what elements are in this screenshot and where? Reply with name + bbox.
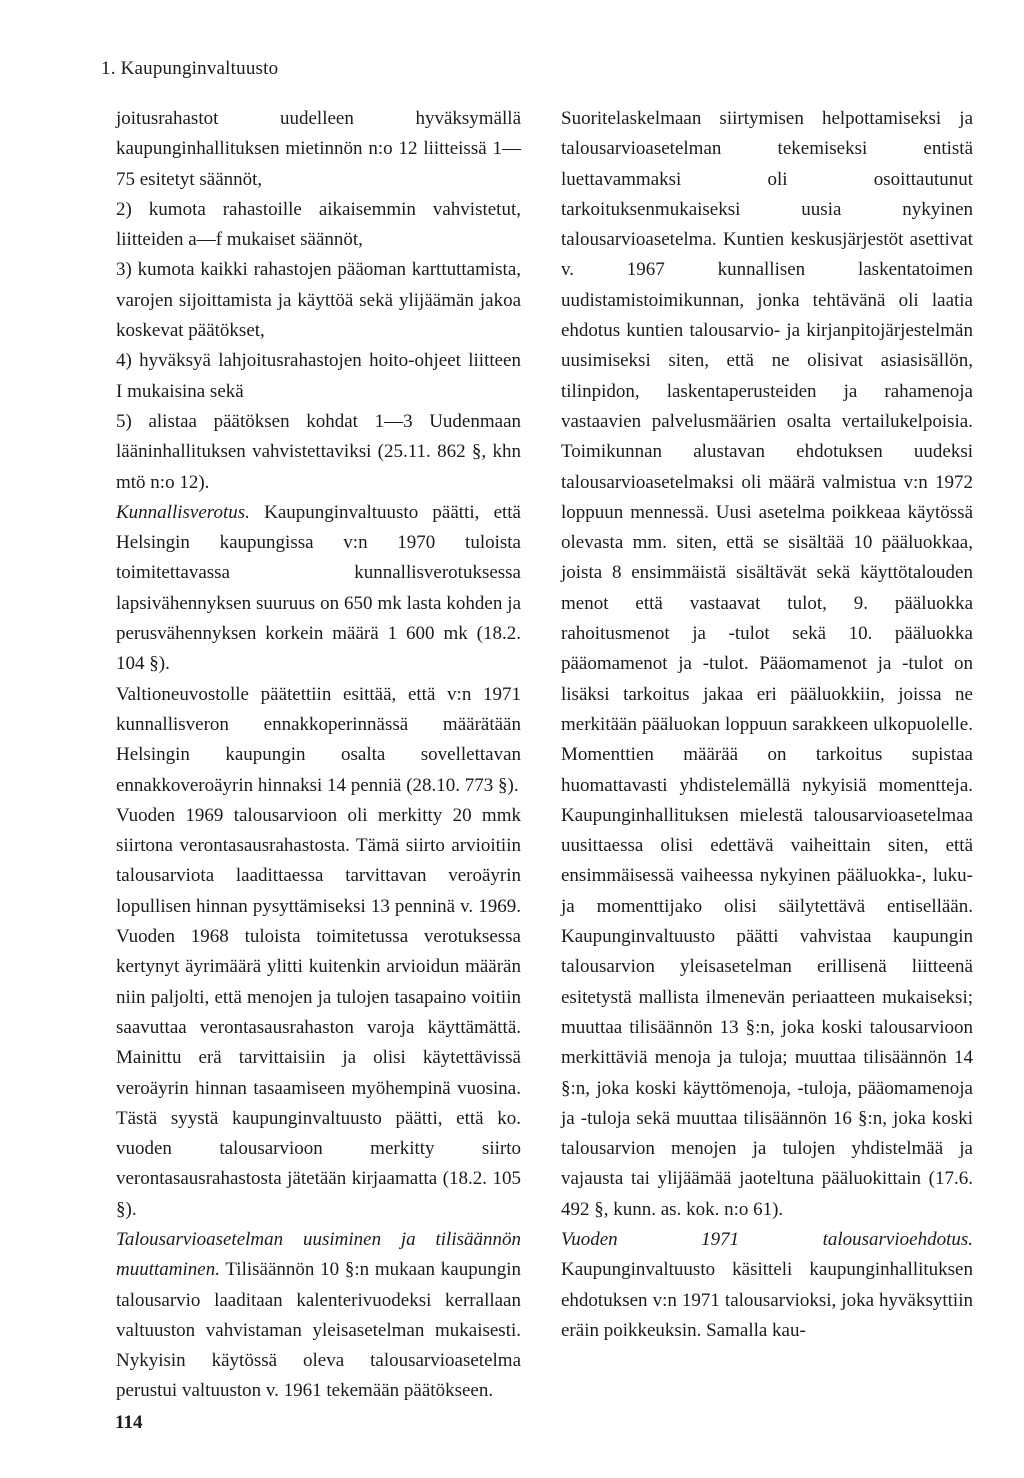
- paragraph: [116, 1225, 521, 1407]
- section-heading: Vuoden 1971 talousarvioehdotus.: [561, 1228, 973, 1250]
- paragraph-text: Kaupunginvaltuusto päätti, että Helsingin kaupungissa v:n 1970 tuloista toimitettavassa kunnallisverotuksessa lapsivähennyksen suuruus on 650 mk lasta kohden ja perusvähennyksen korkein määrä 1 600 mk (18.2. 104 §).: [116, 501, 521, 675]
- paragraph: 5) alistaa päätöksen kohdat 1—3 Uudenmaan lääninhallituksen vahvistettaviksi (25.11. 862 §, khn mtö n:o 12).: [116, 410, 521, 493]
- left-column: [116, 104, 521, 1407]
- paragraph: Valtioneuvostolle päätettiin esittää, että v:n 1971 kunnallisveron ennakkoperinnässä määrätään Helsingin kaupungin osalta sovellettavan ennakkoveroäyrin hinnaksi 14 penniä (28.10. 773 §).: [116, 683, 521, 796]
- paragraph: Vuoden 1969 talousarvioon oli merkitty 20 mmk siirtona verontasausrahastosta. Tämä siirto arvioitiin talousarviota laadittaessa tarvittavan veroäyrin lopullisen hinnan pysyttämiseksi 13 penninä v. 1969. Vuoden 1968 tuloista toimitetussa verotuksessa kertynyt äyrimäärä ylitti kuitenkin arvioidun määrän niin paljolti, että menojen ja tulojen tasapaino voitiin saavuttaa verontasausrahaston varoja käyttämättä. Mainittu erä tarvittaisiin ja olisi käytettävissä veroäyrin hinnan tasaamiseen myöhempinä vuosina. Tästä syystä kaupunginvaltuusto päätti, että ko. vuoden talousarvioon merkitty siirto verontasausrahastosta jätetään kirjaamatta (18.2. 105 §).: [116, 804, 521, 1220]
- page-number: 114: [115, 1412, 143, 1433]
- paragraph: 4) hyväksyä lahjoitusrahastojen hoito-ohjeet liitteen I mukaisina sekä: [116, 350, 521, 402]
- paragraph-text: Tilisäännön 10 §:n mukaan kaupungin talousarvio laaditaan kalenterivuodeksi kerrallaan valtuuston vahvistaman yleisasetelman mukaisesti. Nykyisin käytössä oleva talousarvioasetelma perustui valtuuston v. 1961 tekemään päätökseen.: [116, 1259, 521, 1402]
- running-header: 1. Kaupunginvaltuusto: [101, 58, 279, 79]
- paragraph: [561, 1225, 973, 1346]
- paragraph: [116, 498, 521, 680]
- section-heading: Kunnallisverotus.: [116, 501, 250, 523]
- paragraph: 2) kumota rahastoille aikaisemmin vahvistetut, liitteiden a—f mukaiset säännöt,: [116, 198, 521, 251]
- paragraph: Suoritelaskelmaan siirtymisen helpottamiseksi ja talousarvioasetelman tekemiseksi entistä luettavammaksi oli osoittautunut tarkoituksenmukaiseksi uusia nykyinen talousarvioasetelma. Kuntien keskusjärjestöt asettivat v. 1967 kunnallisen laskentatoimen uudistamistoimikunnan, jonka tehtävänä oli laatia ehdotus kuntien talousarvio- ja kirjanpitojärjestelmän uusimiseksi siten, että ne olisivat asiasisällön, tilinpidon, laskentaperusteiden ja rahamenoja vastaavien palvelusmäärien osalta vertailukelpoisia. Toimikunnan alustavan ehdotuksen uudeksi talousarvioasetelmaksi oli määrä valmistua v:n 1972 loppuun mennessä. Uusi asetelma poikkeaa käytössä olevasta mm. siten, että se sisältää 10 pääluokkaa, joista 8 ensimmäistä sisältävät sekä käyttötalouden menot että vastaavat tulot, 9. pääluokka rahoitusmenot ja -tulot sekä 10. pääluokka pääomamenot ja -tulot. Pääomamenot ja -tulot on lisäksi tarkoitus jakaa eri pääluokkiin, joissa ne merkitään pääluokan loppuun sarakkeen ulkopuolelle. Momenttien määrää on tarkoitus supistaa huomattavasti yhdistelemällä nykyisiä momentteja. Kaupunginhallituksen mielestä talousarvioasetelmaa uusittaessa olisi edettävä vaiheittain siten, että ensimmäisessä vaiheessa nykyinen pääluokka-, luku- ja momenttijako olisi säilytettävä entisellään. Kaupunginvaltuusto päätti vahvistaa kaupungin talousarvion yleisasetelman erillisenä liitteenä esitetystä mallista ilmenevän periaatteen mukaiseksi; muuttaa tilisäännön 13 §:n, joka koski talousarvioon merkittäviä menoja ja tuloja; muuttaa tilisäännön 14 §:n, joka koski käyttömenoja, -tuloja, pääomamenoja ja -tuloja sekä muuttaa tilisäännön 16 §:n, joka koski talousarvion menojen ja tulojen yhdistelmää ja vajausta tai ylijäämää jaoteltuna pääluokittain (17.6. 492 §, kunn. as. kok. n:o 61).: [561, 108, 973, 1220]
- paragraph-text: Kaupunginvaltuusto käsitteli kaupunginhallituksen ehdotuksen v:n 1971 talousarvioksi, joka hyväksyttiin eräin poikkeuksin. Samalla kau-: [561, 1259, 973, 1341]
- section-heading: Talousarvioasetelman uusiminen ja tilisäännön muuttaminen.: [116, 1228, 521, 1281]
- right-column: [561, 104, 973, 1346]
- paragraph: 3) kumota kaikki rahastojen pääoman karttuttamista, varojen sijoittamista ja käyttöä sekä ylijäämän jakoa koskevat päätökset,: [116, 259, 521, 342]
- paragraph: joitusrahastot uudelleen hyväksymällä kaupunginhallituksen mietinnön n:o 12 liitteissä 1—75 esitetyt säännöt,: [116, 108, 521, 190]
